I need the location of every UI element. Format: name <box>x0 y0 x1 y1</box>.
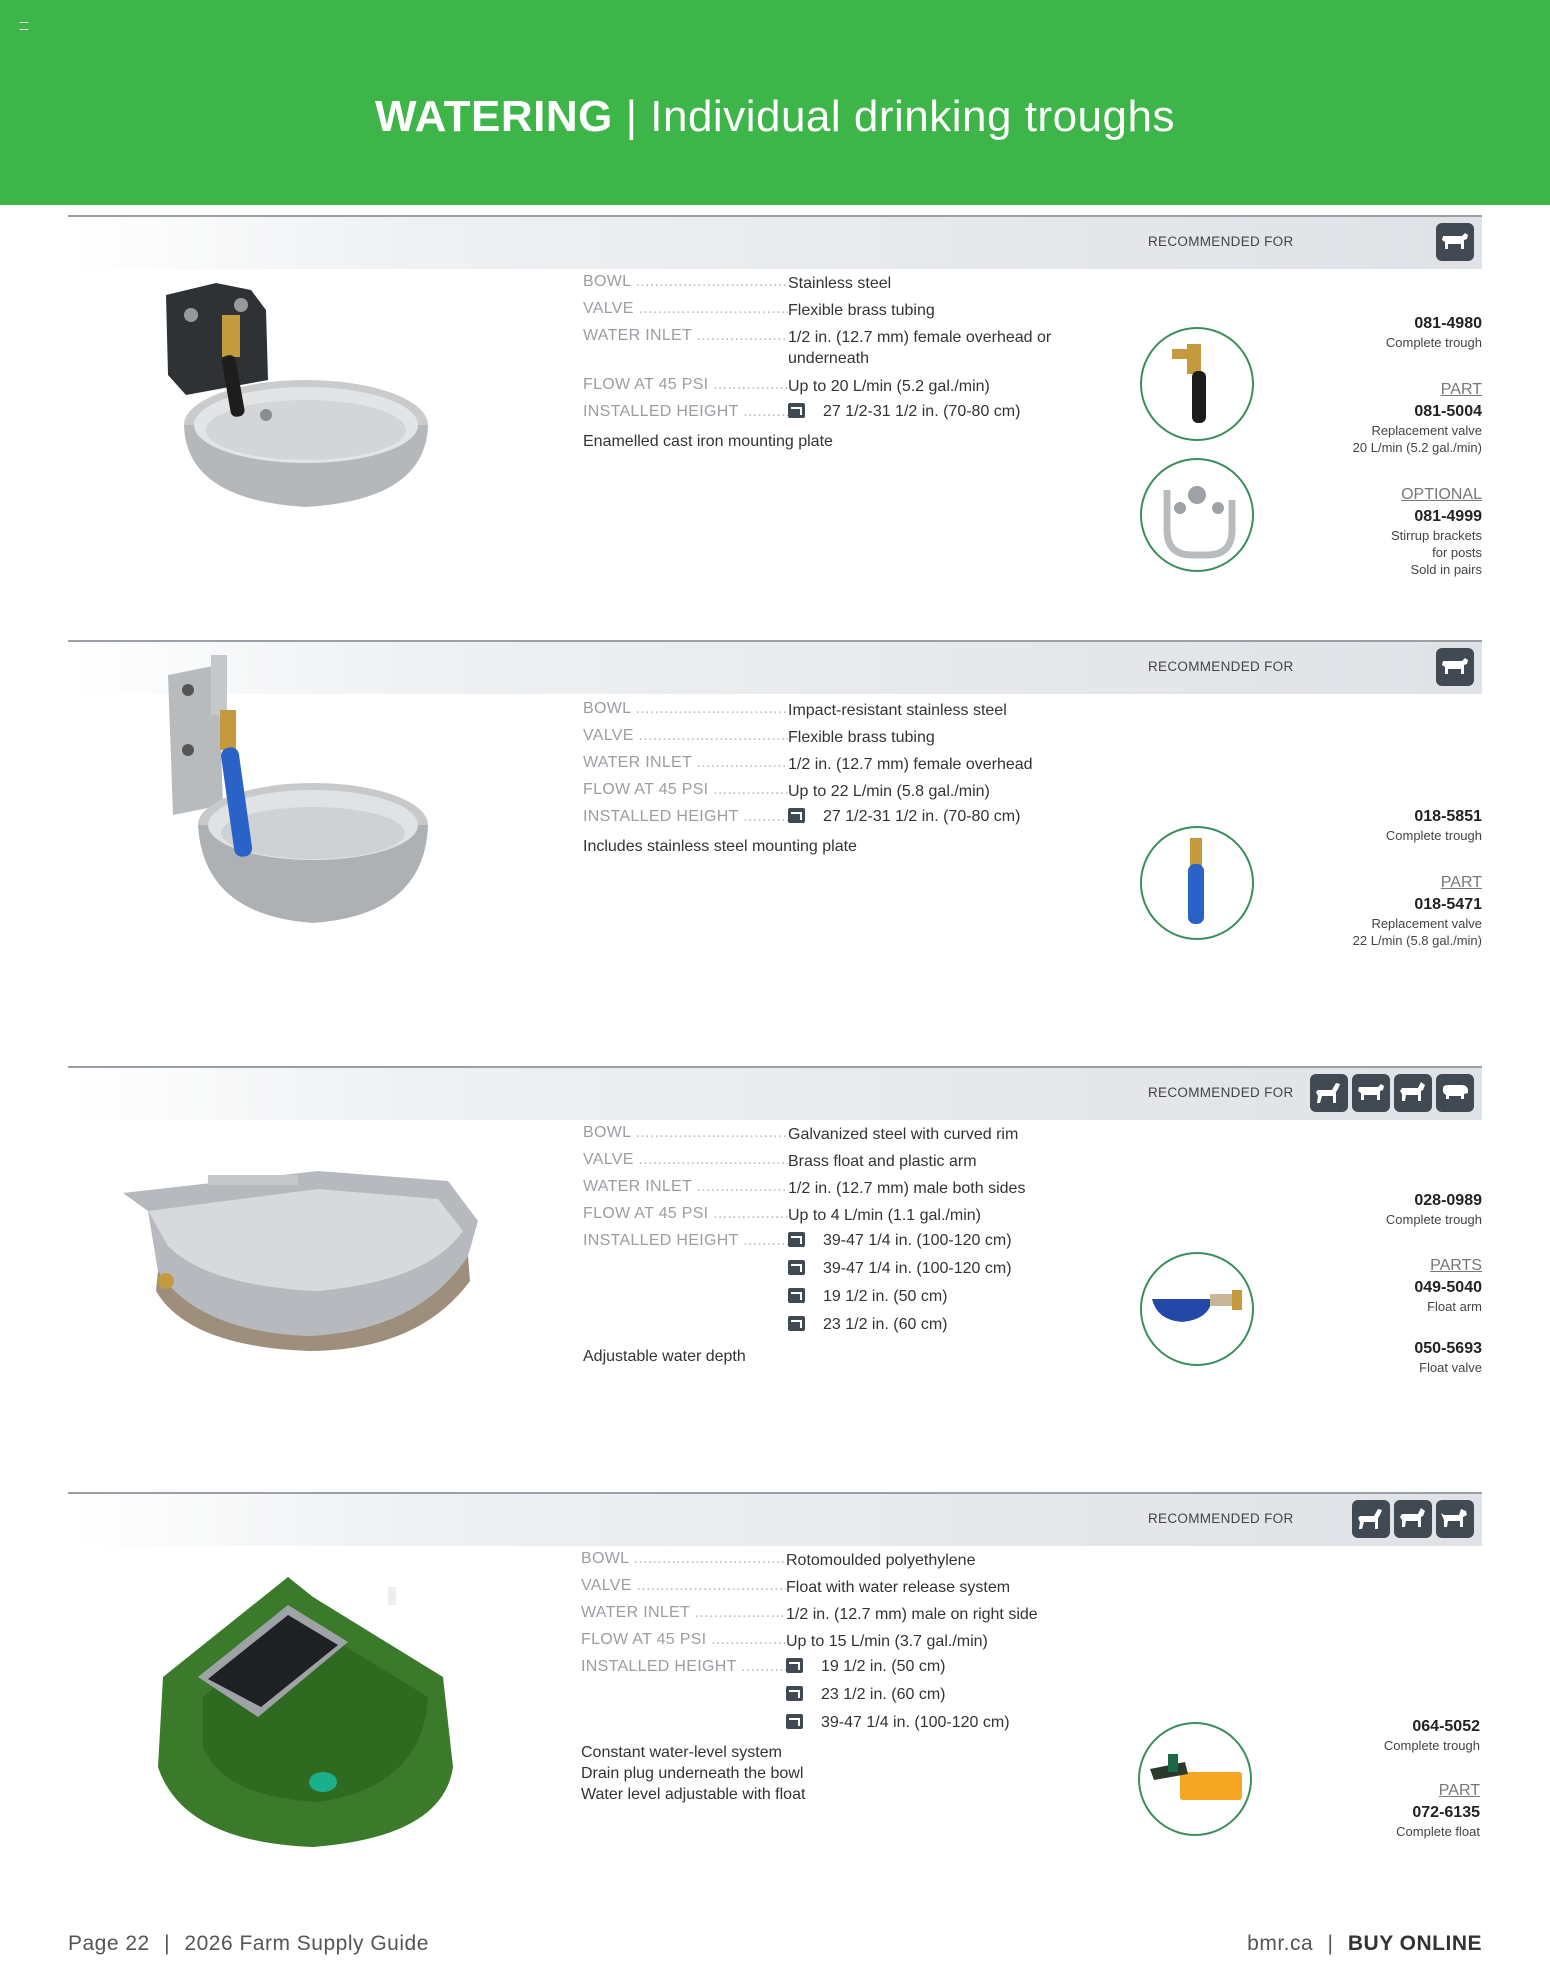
spec-list <box>583 1124 1026 1367</box>
spec-list <box>581 1550 1038 1805</box>
horse-height-icon <box>786 1714 803 1729</box>
title-category: WATERING <box>375 92 613 141</box>
product-section-1 <box>68 215 1482 635</box>
spec-label: INSTALLED HEIGHT ..... <box>583 1232 788 1250</box>
part-desc: Replacement valve <box>1371 916 1482 931</box>
height-row <box>583 403 1021 431</box>
spec-label: WATER INLET ..... <box>583 1178 788 1196</box>
height-row <box>583 1316 948 1344</box>
spec-value: Flexible brass tubing <box>788 302 935 319</box>
spec-label: WATER INLET ..... <box>583 754 788 772</box>
goat-icon <box>1394 1500 1432 1538</box>
part-desc: 20 L/min (5.2 gal./min) <box>1352 440 1482 455</box>
product-note: Water level adjustable with float <box>581 1786 806 1803</box>
valve-thumbnail <box>1140 826 1254 940</box>
spec-value: Stainless steel <box>788 275 892 292</box>
spec-label: WATER INLET ..... <box>581 1604 786 1622</box>
part-desc: Float arm <box>1427 1299 1482 1314</box>
part-desc: Complete trough <box>1383 1738 1480 1753</box>
spec-value: Float with water release system <box>786 1579 1011 1596</box>
title-separator: | <box>612 92 651 141</box>
spec-value: Flexible brass tubing <box>788 729 935 746</box>
height-row <box>583 1288 948 1316</box>
spec-row <box>581 1577 1011 1603</box>
height-row <box>583 1260 1012 1288</box>
part-desc: Complete trough <box>1385 828 1482 843</box>
spec-value: Galvanized steel with curved rim <box>788 1126 1019 1143</box>
product-section-3 <box>68 1066 1482 1486</box>
height-value: 27 1/2-31 1/2 in. (70-80 cm) <box>823 808 1021 825</box>
page-title <box>0 92 1550 142</box>
recommended-band <box>68 215 1482 269</box>
spec-label: VALVE ..... <box>581 1577 786 1595</box>
spec-value: Up to 22 L/min (5.8 gal./min) <box>788 783 990 800</box>
trough-photo-impact-stainless <box>163 655 433 945</box>
spec-label: INSTALLED HEIGHT ..... <box>581 1658 786 1676</box>
recommended-band <box>68 1066 1482 1120</box>
part-number: 050-5693 <box>1414 1340 1482 1357</box>
float-thumbnail <box>1138 1722 1252 1836</box>
spec-row <box>581 1631 988 1657</box>
spec-row <box>583 781 990 807</box>
part-desc: 22 L/min (5.8 gal./min) <box>1352 933 1482 948</box>
spec-label: WATER INLET ..... <box>583 327 788 345</box>
pig-icon <box>1436 1074 1474 1112</box>
animal-icons <box>1436 223 1474 261</box>
part-block <box>1262 1255 1482 1315</box>
product-note: Adjustable water depth <box>583 1348 746 1365</box>
recommended-label: RECOMMENDED FOR <box>1148 659 1294 674</box>
footer-page-info <box>68 1932 429 1956</box>
spec-value: 1/2 in. (12.7 mm) female overhead or underneath <box>788 329 1052 367</box>
spec-value: Brass float and plastic arm <box>788 1153 977 1170</box>
title-subject: Individual drinking troughs <box>650 92 1175 141</box>
buy-online-link[interactable]: BUY ONLINE <box>1347 1932 1482 1955</box>
spec-row <box>583 1151 977 1177</box>
stirrup-bracket-thumbnail <box>1140 458 1254 572</box>
guide-title: 2026 Farm Supply Guide <box>184 1932 429 1955</box>
recommended-label: RECOMMENDED FOR <box>1148 234 1294 249</box>
animal-icons <box>1352 1500 1474 1538</box>
spec-value: Rotomoulded polyethylene <box>786 1552 976 1569</box>
product-section-4 <box>68 1492 1482 1912</box>
spec-value: 1/2 in. (12.7 mm) male on right side <box>786 1606 1038 1623</box>
trough-photo-stainless <box>156 275 436 515</box>
spec-label: FLOW AT 45 PSI ..... <box>581 1631 786 1649</box>
part-block <box>1260 1780 1480 1840</box>
part-heading: PART <box>1440 381 1482 398</box>
part-number: 081-4999 <box>1414 508 1482 525</box>
goat-icon <box>1394 1074 1432 1112</box>
page-number: Page 22 <box>68 1932 150 1955</box>
spec-label: BOWL ..... <box>583 1124 788 1142</box>
spec-value: Up to 15 L/min (3.7 gal./min) <box>786 1633 988 1650</box>
product-note: Enamelled cast iron mounting plate <box>583 433 833 450</box>
spec-row <box>583 754 1033 780</box>
part-block <box>1262 1338 1482 1376</box>
animal-icons <box>1436 648 1474 686</box>
product-note: Drain plug underneath the bowl <box>581 1765 804 1782</box>
height-value: 39-47 1/4 in. (100-120 cm) <box>823 1232 1012 1249</box>
trough-photo-galvanized <box>118 1161 488 1351</box>
spec-row <box>583 727 935 753</box>
part-number: 018-5471 <box>1414 896 1482 913</box>
part-desc: Stirrup brackets <box>1390 528 1482 543</box>
cow-icon <box>1436 223 1474 261</box>
height-icon <box>788 403 805 418</box>
spec-label: BOWL ..... <box>583 700 788 718</box>
spec-label: FLOW AT 45 PSI ..... <box>583 376 788 394</box>
horse-icon <box>1352 1500 1390 1538</box>
height-row <box>583 1232 1012 1260</box>
horse-icon <box>1310 1074 1348 1112</box>
spec-label: FLOW AT 45 PSI ..... <box>583 1205 788 1223</box>
spec-label: INSTALLED HEIGHT ..... <box>583 403 788 421</box>
spec-label: INSTALLED HEIGHT ..... <box>583 808 788 826</box>
height-row <box>581 1658 946 1686</box>
spec-label: VALVE ..... <box>583 727 788 745</box>
trough-photo-polyethylene <box>143 1557 463 1857</box>
page-header <box>0 0 1550 205</box>
recommended-label: RECOMMENDED FOR <box>1148 1511 1294 1526</box>
spec-value: 1/2 in. (12.7 mm) male both sides <box>788 1180 1026 1197</box>
spec-list <box>583 700 1033 857</box>
menu-icon <box>20 22 28 30</box>
spec-row <box>583 1124 1019 1150</box>
spec-value: Impact-resistant stainless steel <box>788 702 1007 719</box>
spec-label: BOWL ..... <box>581 1550 786 1568</box>
part-desc: Complete trough <box>1385 1212 1482 1227</box>
part-desc: Sold in pairs <box>1410 562 1482 577</box>
part-block <box>1262 313 1482 351</box>
part-desc: Complete trough <box>1385 335 1482 350</box>
recommended-label: RECOMMENDED FOR <box>1148 1085 1294 1100</box>
part-heading: PARTS <box>1430 1257 1482 1274</box>
height-value: 39-47 1/4 in. (100-120 cm) <box>823 1260 1012 1277</box>
product-note: Constant water-level system <box>581 1744 782 1761</box>
valve-thumbnail <box>1140 327 1254 441</box>
part-heading: PART <box>1438 1782 1480 1799</box>
part-block <box>1262 806 1482 844</box>
horse-height-icon <box>788 1232 805 1247</box>
part-block <box>1262 379 1482 456</box>
cow-height-icon <box>788 1260 805 1275</box>
dog-icon <box>1436 1500 1474 1538</box>
float-valve-thumbnail <box>1140 1252 1254 1366</box>
part-desc: Float valve <box>1419 1360 1482 1375</box>
height-row <box>581 1714 1010 1742</box>
dog-height-icon <box>786 1658 803 1673</box>
spec-label: VALVE ..... <box>583 1151 788 1169</box>
height-value: 19 1/2 in. (50 cm) <box>823 1288 948 1305</box>
part-desc: for posts <box>1432 545 1482 560</box>
spec-row <box>583 700 1007 726</box>
spec-row <box>583 327 1052 375</box>
height-row <box>583 808 1021 836</box>
spec-label: BOWL ..... <box>583 273 788 291</box>
spec-value: 1/2 in. (12.7 mm) female overhead <box>788 756 1033 773</box>
part-number: 064-5052 <box>1412 1718 1480 1735</box>
part-number: 018-5851 <box>1414 808 1482 825</box>
site-link[interactable]: bmr.ca <box>1247 1932 1314 1955</box>
optional-heading: OPTIONAL <box>1401 486 1482 503</box>
spec-row <box>583 1205 981 1231</box>
height-value: 39-47 1/4 in. (100-120 cm) <box>821 1714 1010 1731</box>
product-note: Includes stainless steel mounting plate <box>583 838 857 855</box>
height-value: 23 1/2 in. (60 cm) <box>821 1686 946 1703</box>
height-row <box>581 1686 946 1714</box>
height-value: 27 1/2-31 1/2 in. (70-80 cm) <box>823 403 1021 420</box>
cow-icon <box>1352 1074 1390 1112</box>
part-block <box>1260 1716 1480 1754</box>
goat-height-icon <box>788 1288 805 1303</box>
part-block <box>1262 1190 1482 1228</box>
height-icon <box>788 808 805 823</box>
part-number: 081-4980 <box>1414 315 1482 332</box>
part-desc: Complete float <box>1396 1824 1480 1839</box>
height-value: 19 1/2 in. (50 cm) <box>821 1658 946 1675</box>
product-section-2 <box>68 640 1482 1060</box>
spec-row <box>583 376 990 402</box>
part-number: 049-5040 <box>1414 1279 1482 1296</box>
cow-icon <box>1436 648 1474 686</box>
spec-row <box>583 273 892 299</box>
spec-label: VALVE ..... <box>583 300 788 318</box>
optional-block <box>1262 484 1482 578</box>
goat-height-icon <box>786 1686 803 1701</box>
spec-row <box>583 1178 1026 1204</box>
spec-row <box>583 300 935 326</box>
recommended-band <box>68 1492 1482 1546</box>
pig-height-icon <box>788 1316 805 1331</box>
part-desc: Replacement valve <box>1371 423 1482 438</box>
spec-value: Up to 20 L/min (5.2 gal./min) <box>788 378 990 395</box>
height-value: 23 1/2 in. (60 cm) <box>823 1316 948 1333</box>
spec-label: FLOW AT 45 PSI ..... <box>583 781 788 799</box>
part-block <box>1262 872 1482 949</box>
part-heading: PART <box>1440 874 1482 891</box>
footer-links <box>1247 1932 1482 1956</box>
animal-icons <box>1310 1074 1474 1112</box>
spec-value: Up to 4 L/min (1.1 gal./min) <box>788 1207 981 1224</box>
footer-separator: | <box>164 1932 171 1955</box>
footer-separator: | <box>1327 1932 1334 1955</box>
spec-list <box>583 273 1052 452</box>
spec-row <box>581 1604 1038 1630</box>
spec-row <box>581 1550 976 1576</box>
part-number: 072-6135 <box>1412 1804 1480 1821</box>
part-number: 081-5004 <box>1414 403 1482 420</box>
part-number: 028-0989 <box>1414 1192 1482 1209</box>
